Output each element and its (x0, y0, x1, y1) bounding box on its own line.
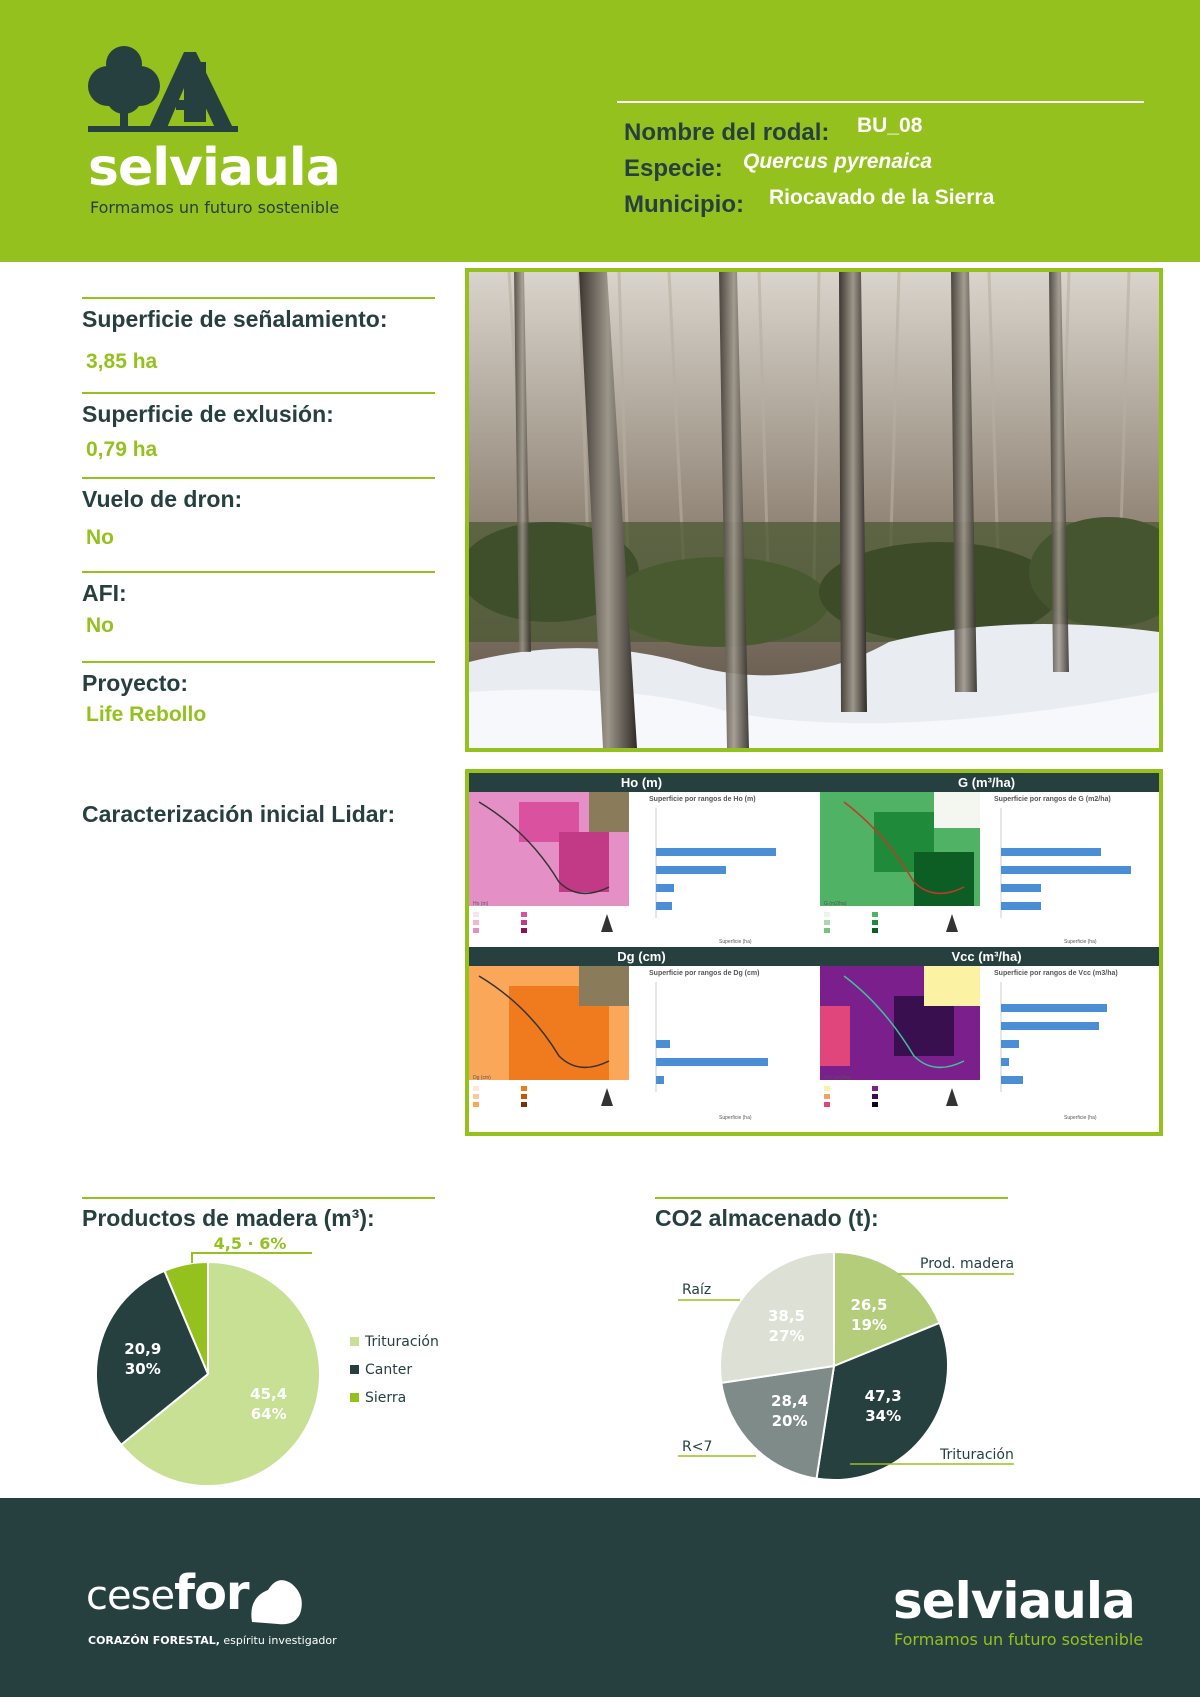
info-divider (82, 571, 435, 573)
municipality-value: Riocavado de la Sierra (769, 186, 995, 209)
cesefor-logo (86, 1566, 249, 1631)
logo-wordmark: selviaula (88, 138, 340, 198)
species-label: Especie: (624, 155, 723, 182)
legend-label: Canter (365, 1362, 413, 1378)
pie-data-label: 47,3 (864, 1386, 902, 1405)
footer-logo-tagline: Formamos un futuro sostenible (894, 1630, 1144, 1649)
header-divider (617, 101, 1144, 103)
vcc-chart-title: Superficie por rangos de Vcc (m3/ha) (994, 970, 1118, 977)
pie-data-label: 26,5 (850, 1295, 888, 1314)
info-divider (82, 661, 435, 663)
afi-label: AFI: (82, 580, 127, 606)
legend-label: Sierra (365, 1390, 407, 1406)
drone-flight-value: No (86, 526, 114, 549)
dg-bar-chart (644, 982, 809, 1112)
legend-label: Trituración (365, 1334, 439, 1350)
lidar-header-ho: Ho (m) (469, 773, 814, 792)
cesefor-leaf-icon (248, 1574, 306, 1626)
lidar-panel-ho (469, 773, 814, 947)
cesefor-tagline-bold: CORAZÓN FORESTAL, (88, 1634, 220, 1647)
legend-item (350, 1334, 439, 1350)
project-value: Life Rebollo (86, 703, 207, 726)
legend-swatch (350, 1337, 359, 1346)
lidar-header-dg: Dg (cm) (469, 947, 814, 966)
exclusion-area-label: Superficie de exlusión: (82, 401, 334, 427)
pie-data-label: 20,9 (124, 1339, 162, 1358)
cesefor-tagline-rest: espíritu investigador (219, 1634, 337, 1647)
signaling-area-value: 3,85 ha (86, 350, 158, 373)
co2-callout-label: Prod. madera (920, 1256, 1015, 1272)
dg-legend-title: Dg (cm) (473, 1075, 491, 1081)
pie-data-label: 38,5 (767, 1307, 806, 1326)
vcc-legend-title: Vcc (m3/ha) (824, 1075, 851, 1081)
selviaula-logo-icon (88, 42, 238, 134)
g-chart-title: Superficie por rangos de G (m2/ha) (994, 796, 1111, 803)
co2-callout-label: R<7 (682, 1439, 713, 1455)
info-divider (82, 477, 435, 479)
info-divider (82, 297, 435, 299)
pie-data-label: 45,4 (250, 1384, 288, 1403)
cesefor-word-bold: for (174, 1565, 249, 1621)
lidar-title: Caracterización inicial Lidar: (82, 801, 396, 827)
co2-pie-chart (660, 1240, 1060, 1490)
logo-tagline: Formamos un futuro sostenible (90, 198, 340, 217)
ho-legend-title: Ho (m) (473, 901, 489, 907)
lidar-panel-vcc (814, 947, 1159, 1132)
project-label: Proyecto: (82, 670, 189, 696)
exclusion-area-value: 0,79 ha (86, 438, 158, 461)
forest-photo (465, 268, 1163, 752)
wood-title: Productos de madera (m³): (82, 1205, 375, 1231)
legend-swatch (350, 1393, 359, 1402)
pie-percent-label: 64% (250, 1404, 287, 1423)
vcc-bar-chart (989, 982, 1154, 1112)
legend-item (350, 1362, 439, 1378)
forest-illustration (469, 272, 1159, 748)
legend-swatch (350, 1365, 359, 1374)
pie-percent-label: 20% (771, 1412, 808, 1431)
footer-logo-wordmark: selviaula (893, 1572, 1135, 1630)
stand-name-label: Nombre del rodal: (624, 119, 830, 146)
dg-axis-label: Superficie (ha) (719, 1115, 752, 1121)
wood-divider (82, 1197, 435, 1199)
footer (0, 1498, 1200, 1697)
municipality-label: Municipio: (624, 191, 744, 218)
vcc-axis-label: Superficie (ha) (1064, 1115, 1097, 1121)
g-legend-title: G (m2/ha) (824, 901, 847, 907)
header-banner (0, 0, 1200, 262)
g-bar-chart (989, 808, 1154, 938)
pie-percent-label: 27% (768, 1327, 805, 1346)
dg-chart-title: Superficie por rangos de Dg (cm) (649, 970, 760, 977)
cesefor-word-light: cese (86, 1573, 175, 1619)
wood-legend (350, 1334, 439, 1406)
pie-data-label: 28,4 (771, 1392, 809, 1411)
ho-axis-label: Superficie (ha) (719, 939, 752, 945)
stand-name-value: BU_08 (857, 114, 923, 137)
info-divider (82, 392, 435, 394)
signaling-area-label: Superficie de señalamiento: (82, 306, 388, 332)
lidar-header-vcc: Vcc (m³/ha) (814, 947, 1159, 966)
co2-title: CO2 almacenado (t): (655, 1205, 879, 1231)
pie-percent-label: 30% (124, 1359, 161, 1378)
drone-flight-label: Vuelo de dron: (82, 486, 243, 512)
lidar-panel-g (814, 773, 1159, 947)
afi-value: No (86, 614, 114, 637)
co2-divider (655, 1197, 1008, 1199)
legend-item (350, 1390, 439, 1406)
species-value: Quercus pyrenaica (743, 150, 933, 173)
pie-percent-label: 19% (851, 1315, 887, 1334)
wood-sierra-callout: 4,5 · 6% (213, 1234, 287, 1253)
lidar-panel-dg (469, 947, 814, 1132)
co2-callout-label: Trituración (940, 1447, 1014, 1463)
ho-bar-chart (644, 808, 809, 938)
g-axis-label: Superficie (ha) (1064, 939, 1097, 945)
co2-callout-label: Raíz (682, 1282, 712, 1298)
lidar-header-g: G (m³/ha) (814, 773, 1159, 792)
lidar-panel (465, 769, 1163, 1136)
ho-chart-title: Superficie por rangos de Ho (m) (649, 796, 756, 803)
cesefor-tagline (88, 1634, 337, 1647)
pie-percent-label: 34% (865, 1406, 902, 1425)
